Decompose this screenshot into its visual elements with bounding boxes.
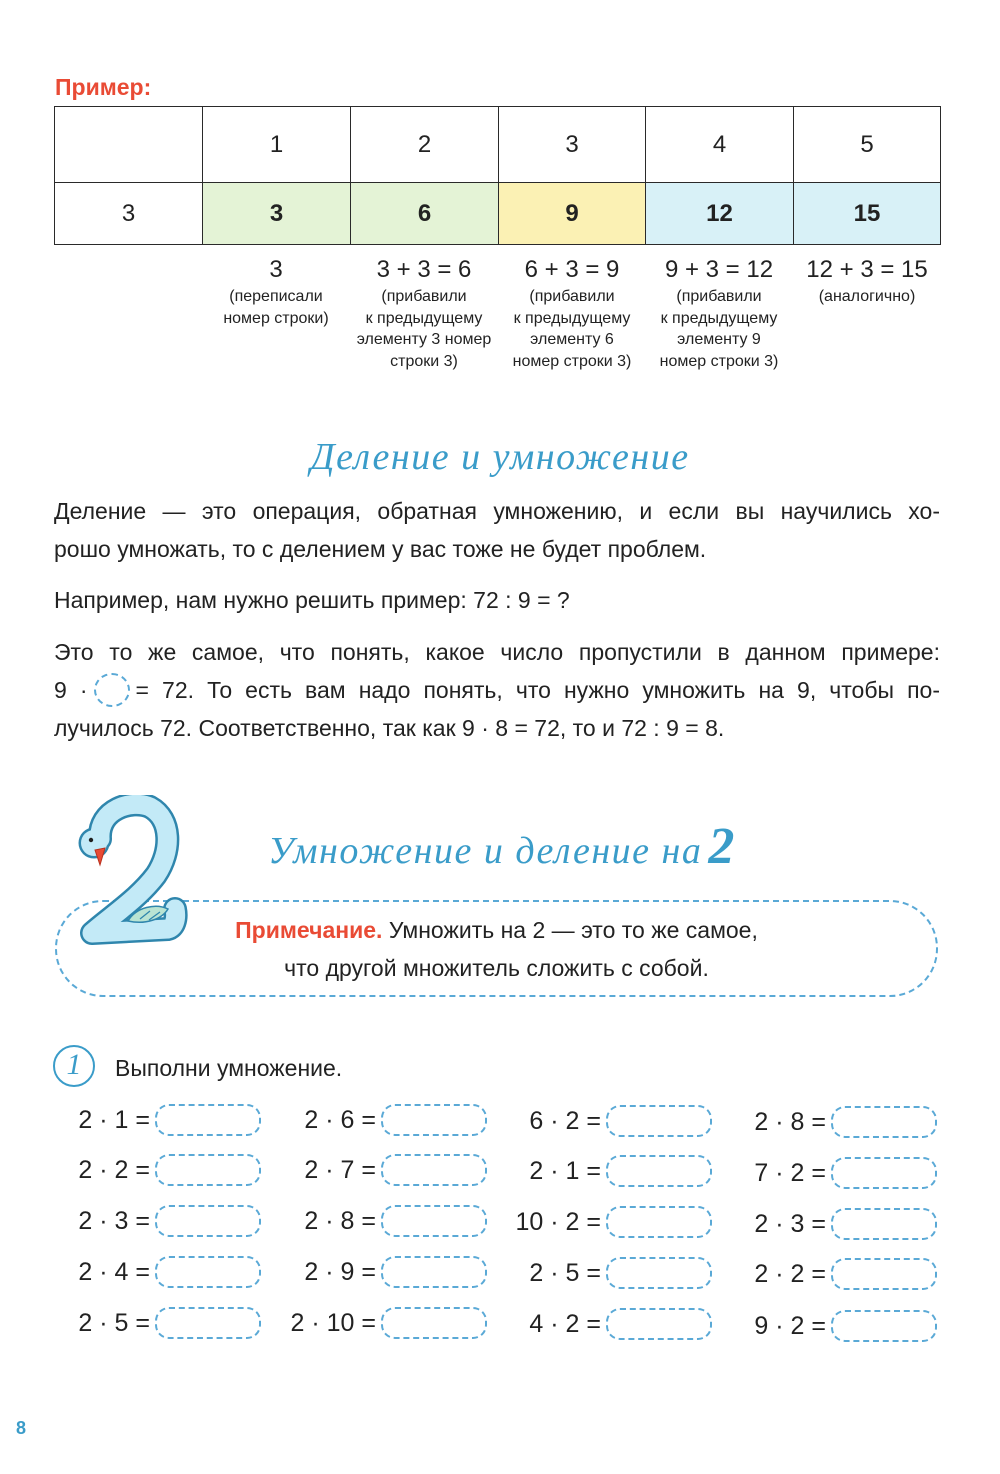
equation-expression: 2 · 4 = (78, 1258, 150, 1286)
explanation-expression: 6 + 3 = 9 (524, 256, 620, 283)
equation (251, 1102, 487, 1138)
answer-field[interactable] (155, 1104, 261, 1136)
explanation-note-line: номер строки 3) (512, 352, 632, 370)
answer-field[interactable] (606, 1155, 712, 1187)
explanation-note-line: (прибавили (381, 288, 467, 305)
equation-expression: 10 · 2 = (515, 1208, 601, 1236)
explanation-column (202, 254, 350, 329)
equation (476, 1103, 712, 1139)
equation-expression: 2 · 8 = (754, 1108, 826, 1136)
explanation-note-line: (переписали (229, 288, 323, 305)
section-title-number: 2 (708, 818, 736, 875)
equation-expression: 2 · 5 = (78, 1309, 150, 1337)
table-cell: 6 (351, 183, 499, 245)
answer-field[interactable] (155, 1154, 261, 1186)
table-cell: 15 (794, 183, 941, 245)
equation (476, 1255, 712, 1291)
table-cell: 9 (499, 183, 646, 245)
answer-field[interactable] (831, 1208, 937, 1240)
equation-expression: 2 · 5 = (529, 1259, 601, 1287)
answer-field[interactable] (606, 1105, 712, 1137)
equation (701, 1155, 937, 1191)
equation-expression: 2 · 1 = (529, 1157, 601, 1185)
answer-field[interactable] (155, 1205, 261, 1237)
answer-field[interactable] (831, 1310, 937, 1342)
equation (25, 1203, 261, 1239)
explanation-column (350, 254, 498, 372)
equation (25, 1102, 261, 1138)
equation (25, 1305, 261, 1341)
equation (251, 1254, 487, 1290)
explanation-note-line: элементу 9 (677, 331, 761, 348)
answer-field[interactable] (155, 1307, 261, 1339)
equation-expression: 2 · 3 = (78, 1207, 150, 1235)
equation-expression: 6 · 2 = (529, 1107, 601, 1135)
answer-field[interactable] (606, 1206, 712, 1238)
answer-field[interactable] (831, 1157, 937, 1189)
answer-field[interactable] (155, 1256, 261, 1288)
page-number: 8 (16, 1418, 27, 1438)
equation (251, 1152, 487, 1188)
equation (476, 1306, 712, 1342)
equation (251, 1203, 487, 1239)
paragraph-line: рошо умножать, то с делением у вас тоже не будет проблем. (54, 536, 707, 562)
answer-field[interactable] (381, 1154, 487, 1186)
table-cell: 5 (794, 107, 941, 183)
equation-expression: 2 · 10 = (290, 1309, 376, 1337)
explanation-column (645, 254, 793, 372)
explanation-expression: 9 + 3 = 12 (664, 256, 774, 283)
explanation-note-line: к предыдущему (660, 309, 778, 327)
equation-expression: 2 · 2 = (78, 1156, 150, 1184)
paragraph-line (54, 675, 940, 705)
answer-field[interactable] (831, 1258, 937, 1290)
swan-number-2-icon (70, 795, 190, 950)
equation-expression: 7 · 2 = (754, 1159, 826, 1187)
paragraph-text: = 72. То есть вам надо понять, что нужно умножить на 9, чтобы по- (135, 677, 941, 703)
blank-circle (94, 673, 130, 707)
equation-expression: 2 · 9 = (304, 1258, 376, 1286)
section-title: Деление и умножение (310, 436, 690, 478)
explanation-note-line: элементу 3 номер (356, 331, 492, 348)
answer-field[interactable] (381, 1205, 487, 1237)
answer-field[interactable] (606, 1257, 712, 1289)
answer-field[interactable] (381, 1256, 487, 1288)
table-row (55, 183, 941, 245)
equation-expression: 2 · 3 = (754, 1210, 826, 1238)
equation-expression: 2 · 1 = (78, 1106, 150, 1134)
equation-expression: 4 · 2 = (529, 1310, 601, 1338)
note-text: Умножить на 2 — это то же самое, (388, 917, 758, 943)
explanation-note-line: номер строки 3) (659, 352, 779, 370)
explanation-note-line: (прибавили (529, 288, 615, 305)
table-cell: 2 (351, 107, 499, 183)
explanation-expression: 3 (269, 256, 283, 283)
exercise-number-badge: 1 (53, 1045, 95, 1087)
explanation-note-line: к предыдущему (365, 309, 483, 327)
answer-field[interactable] (831, 1106, 937, 1138)
exercise-instruction: Выполни умножение. (115, 1055, 343, 1081)
answer-field[interactable] (381, 1104, 487, 1136)
note-line: что другой множитель сложить с собой. (284, 955, 709, 981)
note-label: Примечание. (235, 917, 383, 943)
explanation-note-line: элементу 6 (530, 331, 614, 348)
answer-field[interactable] (606, 1308, 712, 1340)
equation (701, 1308, 937, 1344)
equation (25, 1254, 261, 1290)
table-cell: 12 (646, 183, 794, 245)
explanation-note-line: номер строки) (223, 309, 329, 327)
row-number-cell: 3 (55, 183, 203, 245)
equation-expression: 2 · 2 = (754, 1260, 826, 1288)
equation (476, 1153, 712, 1189)
explanation-note-line: (прибавили (676, 288, 762, 305)
table-cell: 3 (203, 183, 351, 245)
paragraph-line: лучилось 72. Соответственно, так как 9 · 8 = 72, то и 72 : 9 = 8. (54, 715, 725, 741)
explanation-expression: 12 + 3 = 15 (806, 256, 928, 283)
paragraph-line: Например, нам нужно решить пример: 72 : 9 = ? (54, 587, 570, 613)
table-header-row (55, 107, 941, 183)
explanation-column (498, 254, 646, 372)
section-title-text: Умножение и деление на (268, 830, 703, 872)
equation (251, 1305, 487, 1341)
equation-expression: 2 · 8 = (304, 1207, 376, 1235)
explanation-note-line: (аналогично) (818, 288, 916, 305)
table-cell: 4 (646, 107, 794, 183)
paragraph-line: Деление — это операция, обратная умножению, и если вы научились хо- (54, 498, 940, 524)
table-cell: 3 (499, 107, 646, 183)
equation (25, 1152, 261, 1188)
equation (701, 1104, 937, 1140)
table-cell (55, 107, 203, 183)
example-label: Пример: (55, 74, 152, 100)
equation-expression: 2 · 6 = (304, 1106, 376, 1134)
paragraph-line: Это то же самое, что понять, какое число пропустили в данном примере: (54, 639, 940, 665)
equation (701, 1256, 937, 1292)
equation (701, 1206, 937, 1242)
explanation-column (793, 254, 941, 308)
explanation-note-line: к предыдущему (513, 309, 631, 327)
example-table (54, 106, 941, 245)
answer-field[interactable] (381, 1307, 487, 1339)
explanation-note-line: строки 3) (390, 352, 458, 370)
equation-expression: 9 · 2 = (754, 1312, 826, 1340)
equation-expression: 2 · 7 = (304, 1156, 376, 1184)
equation (476, 1204, 712, 1240)
paragraph-text: 9 · (54, 677, 88, 703)
explanation-expression: 3 + 3 = 6 (376, 256, 472, 283)
table-cell: 1 (203, 107, 351, 183)
